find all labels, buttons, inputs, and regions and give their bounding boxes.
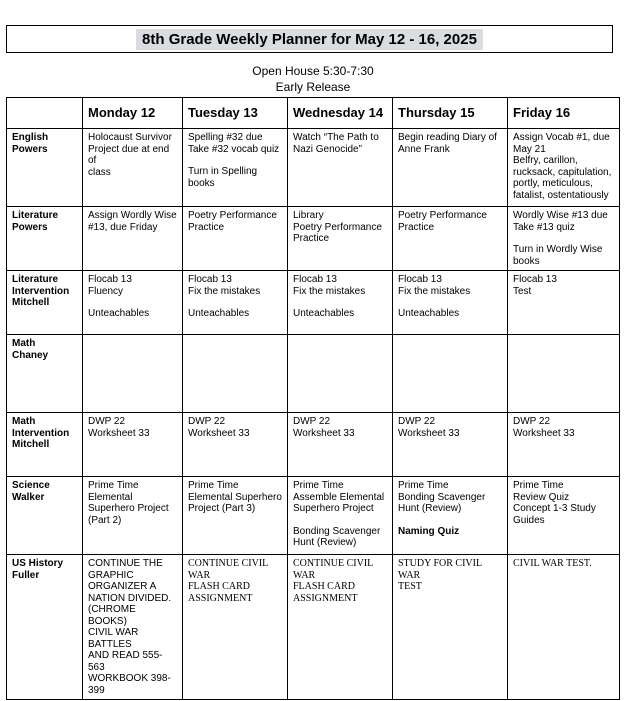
assignment-cell [508, 555, 620, 700]
assignment-line: NATION DIVIDED. [88, 592, 172, 604]
subject-label: Literature [12, 210, 59, 221]
assignment-line: Prime Time [88, 480, 139, 491]
note-early-release: Early Release [275, 80, 351, 94]
assignment-line: Prime Time [188, 480, 239, 491]
assignment-line: books [188, 177, 215, 189]
assignment-cell [288, 207, 393, 271]
day-header: Thursday 15 [393, 98, 508, 129]
day-header: Monday 12 [83, 98, 183, 129]
assignment-line: Spelling #32 due [188, 132, 263, 143]
subject-label: Science [12, 480, 50, 491]
assignment-line: Wordly Wise #13 due [513, 210, 608, 221]
assignment-line: Flocab 13 [513, 274, 557, 285]
header-corner [7, 98, 83, 129]
assignment-cell [83, 335, 183, 413]
assignment-line: DWP 22 [188, 416, 226, 427]
assignment-line: Superhero Project [293, 503, 374, 514]
subject-label: Math [12, 416, 36, 427]
assignment-cell [508, 335, 620, 413]
assignment-cell [83, 413, 183, 477]
assignment-line: Bonding Scavenger [398, 491, 486, 503]
assignment-line: ASSIGNMENT [293, 592, 358, 604]
assignment-line: Unteachables [293, 308, 355, 319]
assignment-line: Turn in Wordly Wise [513, 244, 603, 255]
assignment-line: Flocab 13 [88, 274, 132, 285]
assignment-line: Flocab 13 [293, 274, 337, 285]
line-gap [88, 297, 177, 308]
line-gap [398, 515, 502, 526]
assignment-cell [83, 555, 183, 700]
line-gap [293, 297, 387, 308]
day-header: Friday 16 [508, 98, 620, 129]
assignment-line: Practice [398, 221, 435, 233]
subject-label: Intervention [12, 427, 70, 439]
assignment-line: CIVIL WAR TEST. [513, 558, 592, 569]
assignment-line: Prime Time [398, 480, 449, 491]
assignment-line: Worksheet 33 [513, 427, 575, 439]
subject-row [7, 271, 620, 335]
assignment-line: rucksack, capitulation, [513, 166, 612, 178]
page-title: 8th Grade Weekly Planner for May 12 - 16, 2025 [136, 29, 483, 50]
assignment-line: Test [513, 285, 532, 297]
assignment-line: Belfry, carillon, [513, 155, 578, 166]
subject-label: Chaney [12, 349, 49, 361]
subject-label: Intervention [12, 285, 70, 297]
assignment-line: Superhero Project [88, 503, 169, 514]
assignment-line: books [513, 255, 540, 267]
assignment-line: Naming Quiz [398, 525, 460, 537]
subject-label: Mitchell [12, 297, 50, 308]
assignment-line: CIVIL WAR BATTLES [88, 627, 139, 650]
assignment-cell [393, 271, 508, 335]
subject-label: Fuller [12, 569, 40, 581]
assignment-cell [183, 129, 288, 207]
line-gap [188, 297, 282, 308]
assignment-line: Hunt (Review) [398, 503, 462, 514]
assignment-line: May 21 [513, 143, 546, 155]
assignment-line: Unteachables [88, 308, 150, 319]
assignment-line: Holocaust Survivor [88, 132, 172, 143]
assignment-cell [183, 477, 288, 555]
assignment-cell [183, 207, 288, 271]
subject-label: Powers [12, 143, 48, 155]
note-open-house: Open House 5:30-7:30 [252, 64, 374, 78]
assignment-line: ASSIGNMENT [188, 592, 253, 604]
subject-cell [7, 335, 83, 413]
subject-label: Mitchell [12, 439, 50, 450]
assignment-line: Concept 1-3 Study [513, 503, 596, 514]
assignment-line: DWP 22 [88, 416, 126, 427]
subject-row [7, 129, 620, 207]
subject-cell [7, 207, 83, 271]
assignment-line: Anne Frank [398, 143, 450, 155]
assignment-line: FLASH CARD [188, 581, 250, 592]
assignment-cell [288, 477, 393, 555]
assignment-line: ORGANIZER A [88, 581, 157, 592]
assignment-line: Elemental [88, 491, 133, 503]
assignment-line: Worksheet 33 [88, 427, 150, 439]
assignment-line: GRAPHIC [88, 569, 134, 581]
assignment-line: fatalist, ostentatiously [513, 189, 609, 201]
assignment-line: Assemble Elemental [293, 491, 385, 503]
subject-row [7, 335, 620, 413]
assignment-cell [183, 271, 288, 335]
assignment-cell [393, 129, 508, 207]
assignment-line: Poetry Performance [188, 210, 277, 221]
assignment-cell [508, 207, 620, 271]
assignment-line: AND READ 555-563 [88, 650, 163, 673]
subject-label: Walker [12, 491, 45, 503]
assignment-line: CONTINUE CIVIL WAR [293, 558, 373, 581]
assignment-line: CONTINUE THE [88, 558, 163, 569]
assignment-cell [393, 413, 508, 477]
assignment-cell [288, 555, 393, 700]
subject-cell [7, 413, 83, 477]
line-gap [188, 155, 282, 166]
assignment-line: Take #13 quiz [513, 221, 575, 233]
header-row [7, 98, 620, 129]
subject-label: Math [12, 338, 36, 349]
assignment-line: (CHROME BOOKS) [88, 604, 136, 627]
assignment-line: Assign Vocab #1, due [513, 132, 610, 143]
assignment-line: TEST [398, 581, 422, 592]
assignment-line: Prime Time [293, 480, 344, 491]
assignment-line: #13, due Friday [88, 221, 158, 233]
assignment-line: Fix the mistakes [188, 285, 261, 297]
title-box [6, 25, 613, 53]
assignment-line: Project (Part 3) [188, 503, 256, 514]
line-gap [293, 515, 387, 526]
subject-cell [7, 555, 83, 700]
assignment-line: Assign Wordly Wise [88, 210, 177, 221]
assignment-line: Worksheet 33 [293, 427, 355, 439]
assignment-cell [508, 271, 620, 335]
assignment-cell [83, 207, 183, 271]
assignment-line: Bonding Scavenger [293, 525, 381, 537]
assignment-line: Take #32 vocab quiz [188, 143, 280, 155]
subject-row [7, 477, 620, 555]
assignment-line: Flocab 13 [188, 274, 232, 285]
assignment-line: WORKBOOK 398-399 [88, 673, 171, 696]
assignment-cell [288, 413, 393, 477]
assignment-line: Practice [293, 233, 330, 244]
subject-row [7, 555, 620, 700]
subject-label: US History [12, 558, 64, 569]
assignment-line: Fix the mistakes [398, 285, 471, 297]
assignment-line: Elemental Superhero [188, 491, 282, 503]
assignment-line: Turn in Spelling [188, 166, 258, 177]
assignment-line: Watch “The Path to [293, 132, 379, 143]
assignment-line: Project due at end of [88, 143, 170, 166]
subject-cell [7, 271, 83, 335]
assignment-cell [508, 477, 620, 555]
day-header: Wednesday 14 [288, 98, 393, 129]
assignment-cell [393, 207, 508, 271]
assignment-cell [83, 271, 183, 335]
assignment-line: portly, meticulous, [513, 178, 593, 189]
assignment-line: Practice [188, 221, 225, 233]
subject-label: English [12, 132, 49, 143]
assignment-line: Poetry Performance [398, 210, 487, 221]
assignment-line: DWP 22 [513, 416, 551, 427]
assignment-cell [288, 335, 393, 413]
assignment-line: Begin reading Diary of [398, 132, 497, 143]
subject-cell [7, 129, 83, 207]
assignment-cell [393, 555, 508, 700]
assignment-line: Review Quiz [513, 491, 570, 503]
subject-row [7, 413, 620, 477]
assignment-line: FLASH CARD [293, 581, 355, 592]
assignment-line: Unteachables [188, 308, 250, 319]
subject-label: Powers [12, 221, 48, 233]
assignment-line: Poetry Performance [293, 221, 382, 233]
assignment-line: CONTINUE CIVIL WAR [188, 558, 268, 581]
assignment-line: STUDY FOR CIVIL WAR [398, 558, 482, 581]
assignment-cell [183, 555, 288, 700]
assignment-cell [83, 129, 183, 207]
assignment-line: class [88, 166, 111, 178]
line-gap [513, 233, 614, 244]
assignment-line: DWP 22 [398, 416, 436, 427]
assignment-line: Prime Time [513, 480, 564, 491]
assignment-cell [83, 477, 183, 555]
assignment-line: (Part 2) [88, 514, 122, 526]
assignment-cell [288, 271, 393, 335]
assignment-line: Fix the mistakes [293, 285, 366, 297]
assignment-line: Flocab 13 [398, 274, 442, 285]
assignment-cell [393, 477, 508, 555]
assignment-line: Worksheet 33 [188, 427, 250, 439]
assignment-line: Hunt (Review) [293, 537, 357, 548]
assignment-cell [508, 413, 620, 477]
line-gap [398, 297, 502, 308]
assignment-cell [508, 129, 620, 207]
assignment-line: Library [293, 210, 324, 221]
assignment-line: DWP 22 [293, 416, 331, 427]
assignment-line: Worksheet 33 [398, 427, 460, 439]
subject-row [7, 207, 620, 271]
assignment-cell [183, 335, 288, 413]
assignment-line: Fluency [88, 285, 124, 297]
assignment-line: Unteachables [398, 308, 460, 319]
assignment-cell [288, 129, 393, 207]
day-header: Tuesday 13 [183, 98, 288, 129]
subject-label: Literature [12, 274, 59, 285]
assignment-cell [393, 335, 508, 413]
assignment-line: Nazi Genocide” [293, 143, 362, 155]
assignment-line: Guides [513, 514, 545, 526]
assignment-cell [183, 413, 288, 477]
planner-table [6, 97, 620, 700]
subject-cell [7, 477, 83, 555]
